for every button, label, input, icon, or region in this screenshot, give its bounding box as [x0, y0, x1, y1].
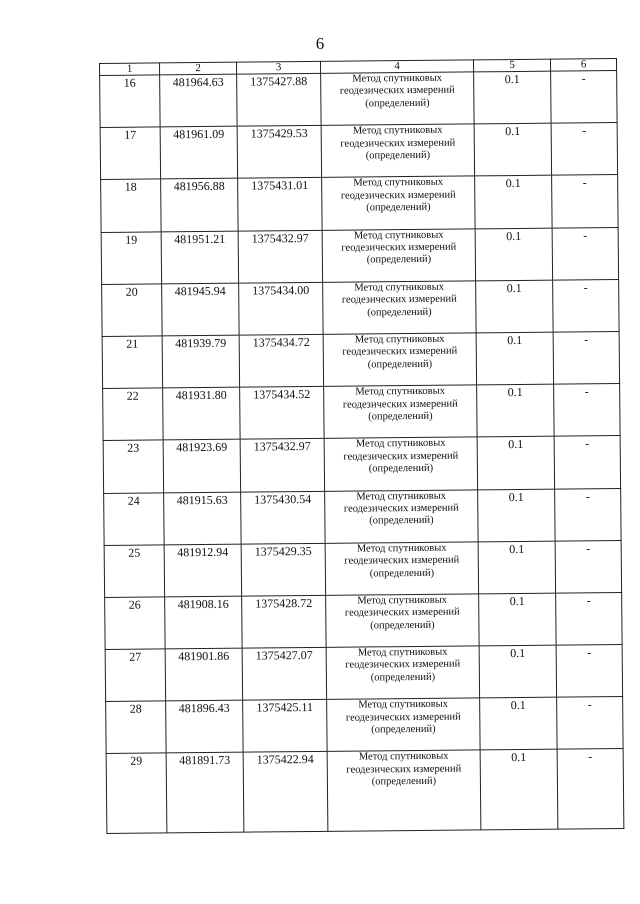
x-coordinate-cell: 481956.88	[161, 179, 238, 232]
header-col-5: 5	[473, 59, 550, 72]
point-number-cell: 24	[104, 492, 164, 545]
point-number-cell: 21	[102, 336, 162, 389]
method-cell: Метод спутниковых геодезических измерений (определений)	[321, 72, 474, 126]
x-coordinate-cell: 481891.73	[166, 753, 244, 834]
point-number-cell: 18	[101, 179, 161, 232]
coordinates-table	[99, 58, 624, 834]
table-body	[100, 71, 624, 834]
accuracy-cell: 0.1	[480, 697, 557, 750]
extra-cell: -	[551, 71, 617, 124]
table-row	[101, 227, 618, 284]
method-cell: Метод спутниковых геодезических измерений (определений)	[324, 385, 477, 439]
method-cell: Метод спутниковых геодезических измерений (определений)	[327, 698, 480, 752]
x-coordinate-cell: 481961.09	[160, 126, 237, 179]
x-coordinate-cell: 481901.86	[165, 648, 242, 701]
method-cell: Метод спутниковых геодезических измерений (определений)	[326, 594, 479, 648]
header-col-6: 6	[550, 59, 616, 72]
y-coordinate-cell: 1375432.97	[238, 230, 322, 283]
header-col-1: 1	[100, 63, 160, 76]
point-number-cell: 20	[102, 284, 162, 337]
method-cell: Метод спутниковых геодезических измерений (определений)	[321, 124, 474, 178]
accuracy-cell: 0.1	[479, 645, 556, 698]
y-coordinate-cell: 1375430.54	[241, 491, 325, 544]
y-coordinate-cell: 1375434.00	[239, 282, 323, 335]
table-row	[100, 71, 617, 128]
accuracy-cell: 0.1	[478, 489, 555, 542]
y-coordinate-cell: 1375431.01	[238, 178, 322, 231]
extra-cell: -	[551, 123, 617, 176]
accuracy-cell: 0.1	[475, 228, 552, 281]
method-cell: Метод спутниковых геодезических измерений (определений)	[324, 437, 477, 491]
accuracy-cell: 0.1	[475, 176, 552, 229]
x-coordinate-cell: 481939.79	[162, 335, 239, 388]
method-cell: Метод спутниковых геодезических измерений (определений)	[322, 228, 475, 282]
table-row	[106, 697, 623, 754]
table-row	[105, 645, 622, 702]
point-number-cell: 28	[106, 701, 166, 754]
method-cell: Метод спутниковых геодезических измерений (определений)	[327, 750, 481, 831]
x-coordinate-cell: 481915.63	[164, 492, 241, 545]
point-number-cell: 26	[105, 597, 165, 650]
point-number-cell: 29	[106, 753, 167, 834]
y-coordinate-cell: 1375434.72	[239, 334, 323, 387]
x-coordinate-cell: 481912.94	[164, 544, 241, 597]
method-cell: Метод спутниковых геодезических измерений (определений)	[323, 281, 476, 335]
y-coordinate-cell: 1375432.97	[240, 439, 324, 492]
page-number: 6	[315, 34, 325, 53]
table-row	[103, 436, 620, 493]
extra-cell: -	[556, 592, 622, 645]
y-coordinate-cell: 1375429.53	[237, 126, 321, 179]
y-coordinate-cell: 1375422.94	[243, 752, 328, 833]
header-col-4: 4	[320, 60, 473, 73]
x-coordinate-cell: 481923.69	[163, 439, 240, 492]
table-row	[100, 123, 617, 180]
y-coordinate-cell: 1375428.72	[242, 595, 326, 648]
x-coordinate-cell: 481908.16	[165, 596, 242, 649]
extra-cell: -	[552, 227, 618, 280]
table-row	[102, 279, 619, 336]
x-coordinate-cell: 481931.80	[163, 387, 240, 440]
method-cell: Метод спутниковых геодезических измерений (определений)	[325, 489, 478, 543]
extra-cell: -	[557, 697, 623, 750]
point-number-cell: 27	[105, 649, 165, 702]
y-coordinate-cell: 1375429.35	[241, 543, 325, 596]
point-number-cell: 22	[103, 388, 163, 441]
extra-cell: -	[557, 749, 624, 830]
extra-cell: -	[555, 488, 621, 541]
extra-cell: -	[553, 279, 619, 332]
x-coordinate-cell: 481951.21	[161, 231, 238, 284]
point-number-cell: 19	[101, 231, 161, 284]
header-col-3: 3	[236, 61, 320, 74]
point-number-cell: 23	[103, 440, 163, 493]
y-coordinate-cell: 1375425.11	[243, 700, 327, 753]
extra-cell: -	[554, 384, 620, 437]
accuracy-cell: 0.1	[476, 280, 553, 333]
accuracy-cell: 0.1	[479, 593, 556, 646]
method-cell: Метод спутниковых геодезических измерений (определений)	[326, 646, 479, 700]
x-coordinate-cell: 481945.94	[162, 283, 239, 336]
accuracy-cell: 0.1	[477, 384, 554, 437]
y-coordinate-cell: 1375427.88	[237, 73, 321, 126]
extra-cell: -	[553, 331, 619, 384]
x-coordinate-cell: 481964.63	[160, 74, 237, 127]
method-cell: Метод спутниковых геодезических измерений (определений)	[323, 333, 476, 387]
point-number-cell: 17	[100, 127, 160, 180]
accuracy-cell: 0.1	[474, 123, 551, 176]
accuracy-cell: 0.1	[474, 71, 551, 124]
y-coordinate-cell: 1375434.52	[240, 386, 324, 439]
table-row	[103, 384, 620, 441]
table-row	[104, 488, 621, 545]
y-coordinate-cell: 1375427.07	[242, 647, 326, 700]
extra-cell: -	[556, 645, 622, 698]
accuracy-cell: 0.1	[477, 436, 554, 489]
accuracy-cell: 0.1	[478, 541, 555, 594]
table-row	[106, 749, 624, 834]
point-number-cell: 16	[100, 75, 160, 128]
extra-cell: -	[552, 175, 618, 228]
method-cell: Метод спутниковых геодезических измерений (определений)	[322, 176, 475, 230]
table-row	[102, 331, 619, 388]
table-row	[101, 175, 618, 232]
header-col-2: 2	[160, 62, 237, 75]
table-row	[104, 540, 621, 597]
accuracy-cell: 0.1	[476, 332, 553, 385]
extra-cell: -	[555, 540, 621, 593]
extra-cell: -	[554, 436, 620, 489]
table-row	[105, 592, 622, 649]
method-cell: Метод спутниковых геодезических измерений (определений)	[325, 542, 478, 596]
accuracy-cell: 0.1	[480, 750, 558, 831]
point-number-cell: 25	[104, 545, 164, 598]
x-coordinate-cell: 481896.43	[166, 700, 243, 753]
